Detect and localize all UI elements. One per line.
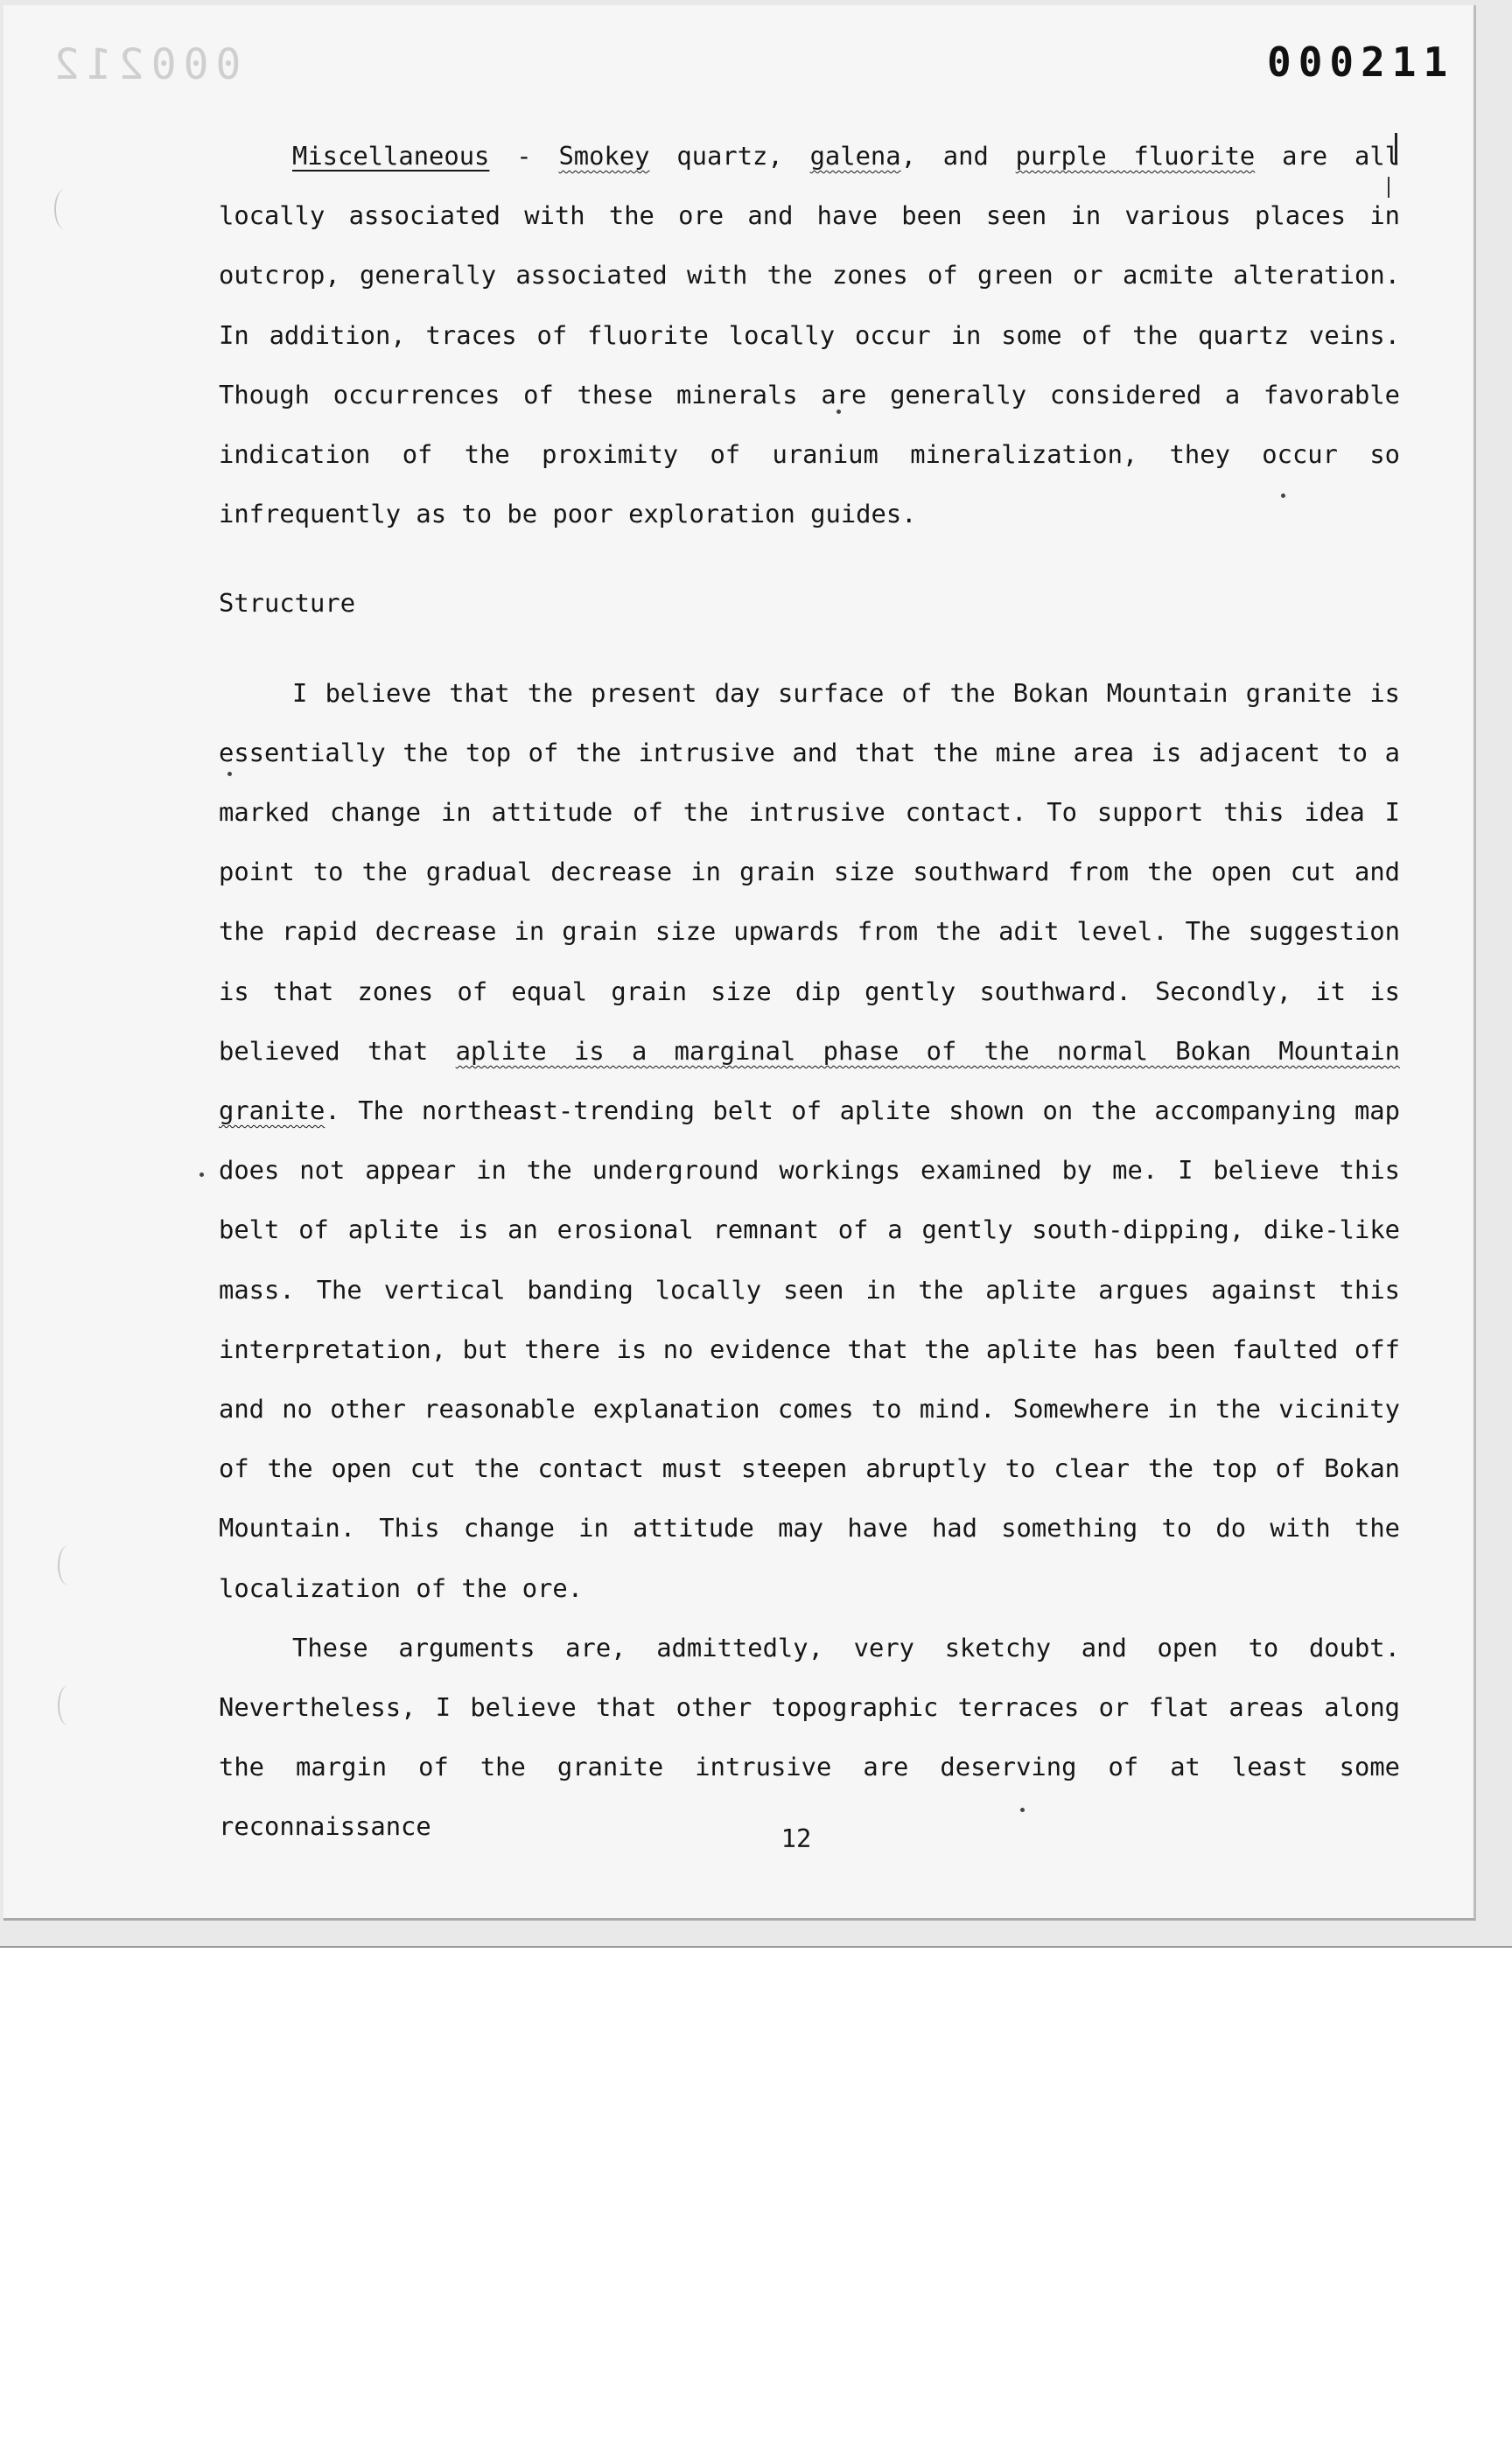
underlined-term: galena xyxy=(809,141,901,171)
spacer xyxy=(219,634,1400,663)
document-number: 000211 xyxy=(1267,38,1455,86)
spacer xyxy=(219,543,1400,573)
text-run: , and xyxy=(900,141,1016,171)
underlined-term: purple fluorite xyxy=(1015,141,1256,171)
bleed-through-document-number: 000212 xyxy=(47,40,242,89)
underlined-term: Miscellaneous xyxy=(292,141,490,171)
text-run: I believe that the present day surface of the Bokan Mountain granite is essentially the top of the intrusive and that the mine area is adjacent to a marked change in attitude of the intrusive contact. To support this idea I point to the gradual decrease in grain size southward from the open cut and the rapid decrease in grain size upwards from the adit level. The suggestion is that zones of equal grain size dip gently southward. Secondly, it is believed that xyxy=(219,677,1400,1066)
paragraph-structure xyxy=(219,663,1400,1618)
paragraph-miscellaneous xyxy=(219,126,1400,543)
underlined-term: Smokey xyxy=(558,141,650,171)
punch-hole-shadow xyxy=(58,1685,79,1726)
page-body xyxy=(219,126,1400,1857)
text-run: quartz, xyxy=(649,141,810,171)
text-run: . The northeast-trending belt of aplite shown on the accompanying map does not appear in the underground workings examined by me. I believe this belt of aplite is an erosional remnant of a gently south-dipping, dike-like mass. The vertical banding locally seen in the aplite argues against this interpretation, but there is no evidence that the aplite has been faulted off and no other reasonable explanation comes to mind. Somewhere in the vicinity of the open cut the contact must steepen abruptly to clear the top of Bokan Mountain. This change in attitude may have had something to do with the localization of the ore. xyxy=(219,1096,1400,1603)
text-run: - xyxy=(489,141,559,171)
punch-hole-shadow xyxy=(54,189,75,229)
page-number: 12 xyxy=(780,1824,812,1853)
text-run: are all locally associated with the ore and have been seen in various places in outcrop, generally associated with the zones of green or acmite alteration. In addition, traces of fluorite locally occur in some of the quartz veins. Though occurrences of these minerals are generally considered a favorable indication of the proximity of uranium mineralization, they occur so infrequently as to be poor exploration guides. xyxy=(219,141,1401,529)
section-heading: Structure xyxy=(219,588,356,619)
punch-hole-shadow xyxy=(58,1545,79,1586)
underlined-phrase: aplite is a marginal phase of the normal Bokan Mountain granite xyxy=(219,1035,1400,1126)
scan-speck xyxy=(200,1172,204,1177)
paper-sheet xyxy=(4,5,1476,1921)
paragraph-arguments: These arguments are, admittedly, very sketchy and open to doubt. Nevertheless, I believe that other topographic terraces or flat areas along the margin of the granite intrusive are deserving of at least some reconnaissance xyxy=(219,1632,1400,1842)
